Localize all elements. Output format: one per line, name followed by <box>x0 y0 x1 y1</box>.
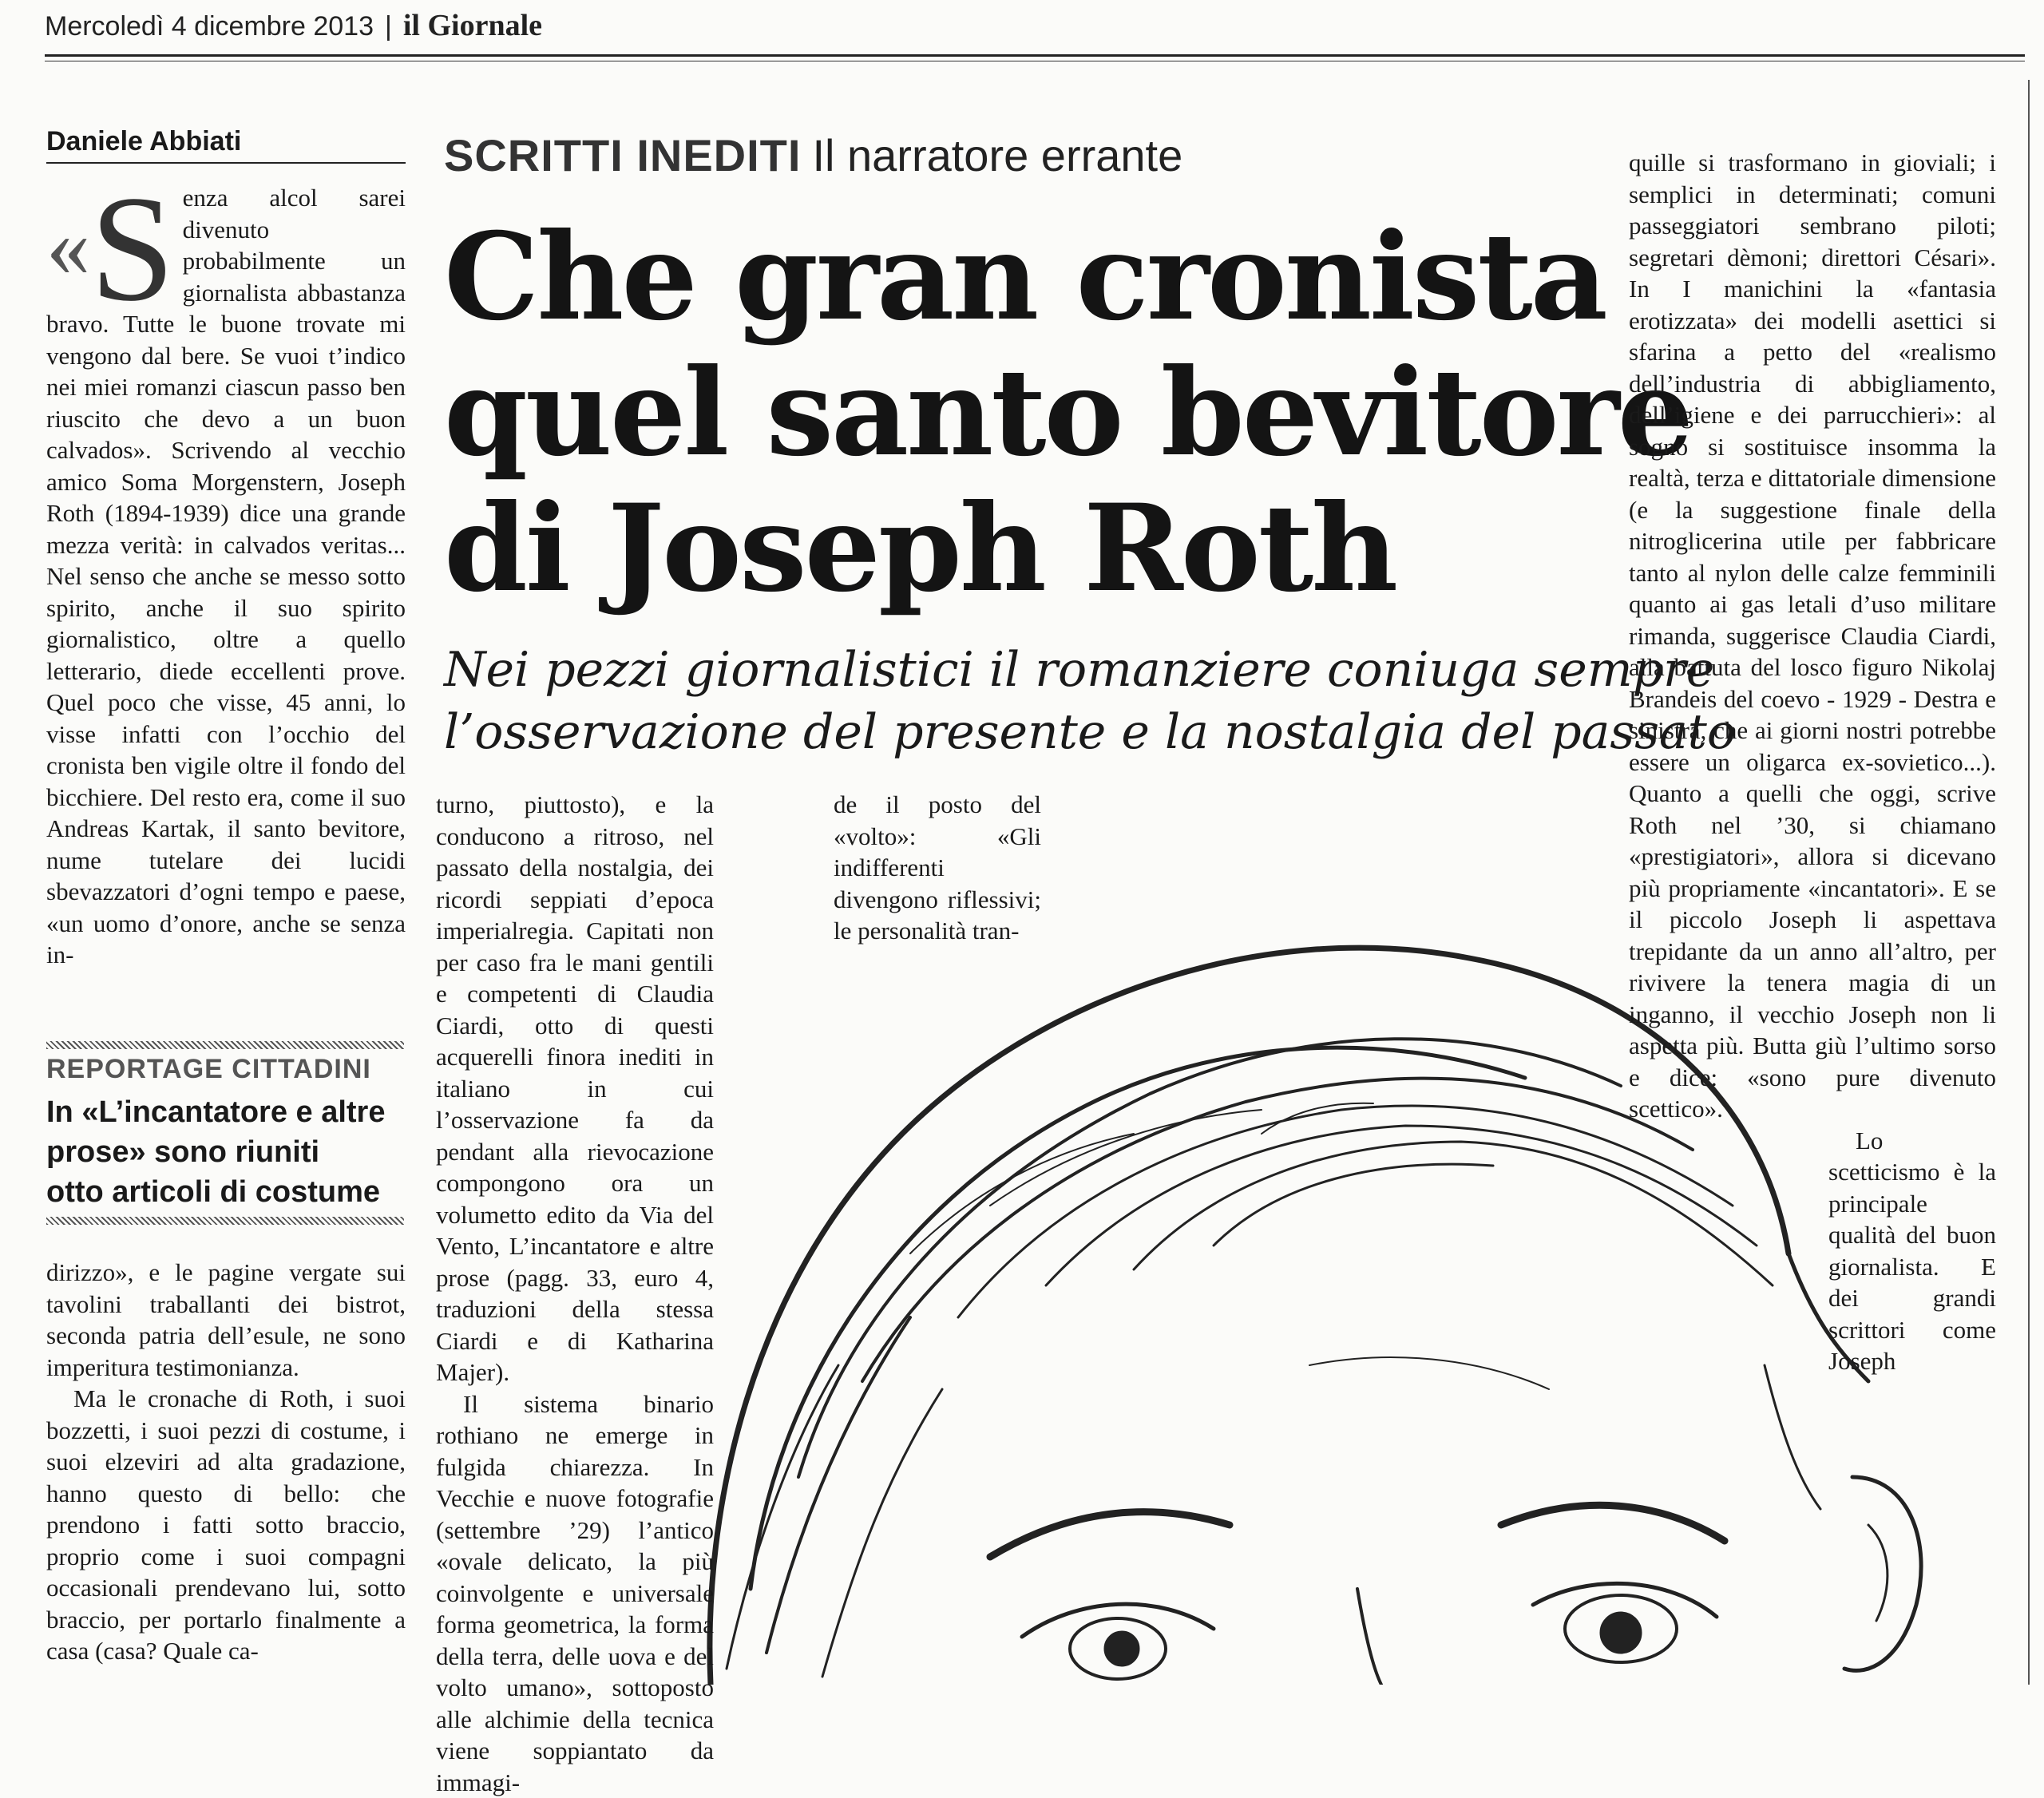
section-label <box>444 129 1182 181</box>
column-4-paragraph-2: Lo scetticismo è la principale qualità del buon giornalista. E dei grandi scrittori come Joseph <box>1828 1125 1996 1377</box>
article-column-3 <box>834 789 1210 947</box>
section-tag: SCRITTI INEDITI <box>444 130 801 180</box>
article-column-2 <box>436 789 714 1798</box>
masthead-separator: | <box>374 11 403 42</box>
column-1b-paragraph-1: dirizzo», e le pagine vergate sui tavolini traballanti dei bistrot, seconda patria dell’esule, ne sono imperitura testimonianza. <box>46 1257 406 1383</box>
article-column-1-top <box>46 182 406 971</box>
kicker-line-2: prose» sono riuniti <box>46 1132 414 1172</box>
column-1b-paragraph-2: Ma le cronache di Roth, i suoi bozzetti, i suoi pezzi di costume, i suoi elzeviri ad alta gradazione, hanno questo di bello: che prendono i fatti sotto braccio, proprio come i suoi compagni occasionali prendevano lui, sotto braccio, per portarlo finalmente a casa (casa? Quale ca- <box>46 1383 406 1667</box>
column-divider <box>2028 80 2030 1685</box>
byline: Daniele Abbiati <box>46 126 241 157</box>
column-4-paragraph-1: quille si trasformano in gioviali; i semplici in determinati; comuni passeggiatori sembrano piloti; segretari dèmoni; direttori Césari». In I manichini la «fantasia erotizzata» dei modelli asettici si sfarina a petto del «realismo dell’industria di abbigliamento, dell’igiene e dei parrucchieri»: al sogno si sostituisce insomma la realtà, terza e dittatoriale dimensione (e la suggestione finale della nitroglicerina utile per fabbricare tanto al nylon delle calze femminili quanto ai gas letali d’uso militare rimanda, suggerisce Claudia Ciardi, alla battuta del losco figuro Nikolaj Brandeis del coevo - 1929 - Destra e sinistra, che ai giorni nostri potrebbe essere un oligarca ex-sovietico...). Quanto a quelli che oggi, scrive Roth nel ’30, si chiamano «prestigiatori», allora si dicevano più propriamente «incantatori». E se il piccolo Joseph li aspettava trepidante da un anno all’altro, per rivivere la tenera magia di un inganno, il vecchio Joseph non li aspetta più. Butta giù l’ultimo sorso e dice: «sono pure divenuto scettico». <box>1629 147 1996 1125</box>
column-3-paragraph: de il posto del «volto»: «Gli indifferenti divengono riflessivi; le personalità tran- <box>834 789 1041 947</box>
kicker-rule-top <box>46 1041 404 1049</box>
drop-cap-guillemet: « <box>46 197 90 295</box>
kicker-line-3: otto articoli di costume <box>46 1172 414 1212</box>
article-column-4 <box>1629 147 1996 1377</box>
kicker-label: REPORTAGE CITTADINI <box>46 1054 371 1085</box>
column-1-text: enza alcol sarei divenuto probabilmente un giornalista abbastanza bravo. Tutte le buone trovate mi vengono dal bere. Se vuoi t’indico nei miei romanzi ciascun passo ben riuscito che devo a un buon calvados». Scrivendo al vecchio amico Soma Morgenstern, Joseph Roth (1894-1939) dice una grande mezza verità: in calvados veritas... Nel senso che anche se messo sotto spirito, anche il suo spirito giornalistico, oltre a quello letterario, diede eccellenti prove. Quel poco che visse, 45 anni, lo visse infatti con l’occhio del cronista ben vigile oltre il fondo del bicchiere. Del resto era, come il suo Andreas Kartak, il santo bevitore, nume tutelare dei lucidi sbevazzatori d’ogni tempo e paese, «un uomo d’onore, anche se senza in- <box>46 184 406 968</box>
newspaper-name: il Giornale <box>403 9 542 42</box>
masthead-rule <box>45 54 2025 57</box>
headline-line-2: quel santo bevitore <box>444 345 1610 481</box>
column-2-paragraph-1: turno, piuttosto), e la conducono a ritroso, nel passato della nostalgia, dei ricordi seppiati d’epoca imperialregia. Capitati non per caso fra le mani gentili e competenti di Claudia Ciardi, otto di questi acquerelli finora inediti in italiano in cui l’osservazione fa da pendant alla rievocazione compongono ora un volumetto edito da Via del Vento, L’incantatore e altre prose (pagg. 33, euro 4, traduzioni della stessa Ciardi e di Katharina Majer). <box>436 789 714 1388</box>
issue-date: Mercoledì 4 dicembre 2013 <box>45 11 374 42</box>
drop-cap-letter: S <box>90 165 175 333</box>
drop-cap <box>46 190 175 305</box>
deck-line-2: l’osservazione del presente e la nostalgia del passato <box>444 701 1594 763</box>
deck <box>444 639 1594 763</box>
byline-rule <box>46 162 406 164</box>
kicker-rule-bottom <box>46 1217 404 1225</box>
kicker-line-1: In «L’incantatore e altre <box>46 1092 414 1132</box>
column-2-paragraph-2: Il sistema binario rothiano ne emerge in fulgida chiarezza. In Vecchie e nuove fotografie (settembre ’29) l’antico «ovale delicato, la più coinvolgente e universale forma geometrica, la forma della terra, delle uova e del volto umano», sottoposto alle alchimie della tecnica viene soppiantato da immagi- <box>436 1388 714 1798</box>
headline-line-3: di Joseph Roth <box>444 481 1610 616</box>
headline <box>444 209 1610 616</box>
kicker-title <box>46 1092 414 1212</box>
deck-line-1: Nei pezzi giornalistici il romanziere coniuga sempre <box>444 639 1594 701</box>
section-subtitle: Il narratore errante <box>812 130 1182 180</box>
masthead <box>45 8 542 43</box>
article-column-1-bottom <box>46 1257 406 1667</box>
headline-line-1: Che gran cronista <box>444 209 1610 345</box>
